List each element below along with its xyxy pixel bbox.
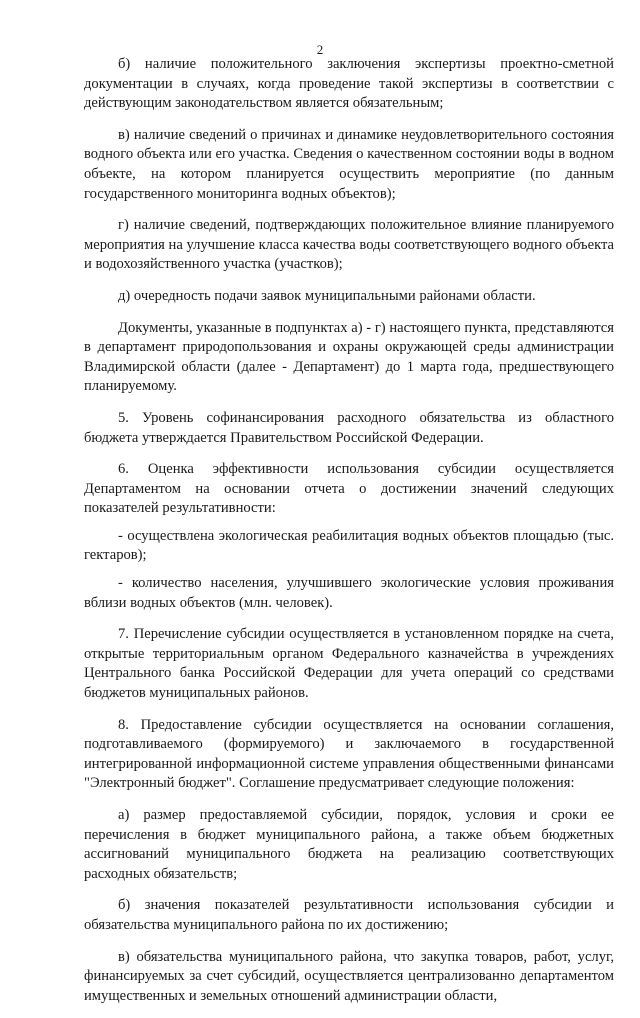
document-body: [84, 55, 614, 1018]
paragraph-5-cofinancing: 5. Уровень софинансирования расходного обязательства из областного бюджета утверждается Правительством Российской Федерации.: [84, 409, 614, 446]
paragraph-a-subsidy-amount: а) размер предоставляемой субсидии, порядок, условия и сроки ее перечисления в бюджет муниципального района, а также объем бюджетных ассигнований муниципального бюджета на реализацию соответствующих расходных обязательств;: [84, 807, 614, 882]
paragraph-v-procurement: в) обязательства муниципального района, что закупка товаров, работ, услуг, финансируемых за счет субсидий, осуществляется централизованно департаментом имущественных и земельных отношений администрации области,: [84, 948, 614, 1004]
paragraph-d-application-order: д) очередность подачи заявок муниципальными районами области.: [118, 287, 536, 304]
paragraph-6-efficiency: 6. Оценка эффективности использования субсидии осуществляется Департаментом на основании отчета о достижении значений следующих показателей результативности:: [84, 461, 614, 517]
paragraph-indicator-area: - осуществлена экологическая реабилитация водных объектов площадью (тыс. гектаров);: [84, 527, 614, 564]
paragraph-g-water-quality: г) наличие сведений, подтверждающих положительное влияние планируемого мероприятия на улучшение класса качества воды соответствующего водного объекта и водохозяйственного участка (участков);: [84, 217, 614, 273]
paragraph-v-water-state: в) наличие сведений о причинах и динамике неудовлетворительного состояния водного объекта или его участка. Сведения о качественном состоянии воды в водном объекте, на котором планируется осуществить мероприятие (по данным государственного мониторинга водных объектов);: [84, 126, 614, 202]
paragraph-b-expertise: б) наличие положительного заключения экспертизы проектно-сметной документации в случаях, когда проведение такой экспертизы в соответствии с действующим законодательством является обязательным;: [84, 56, 614, 112]
paragraph-b-indicator-values: б) значения показателей результативности использования субсидии и обязательства муниципального района по их достижению;: [84, 897, 614, 933]
page-number: 2: [316, 42, 324, 57]
paragraph-documents-submission: Документы, указанные в подпунктах а) - г) настоящего пункта, представляются в департамент природопользования и охраны окружающей среды администрации Владимирской области (далее - Департамент) до 1 марта года, предшествующего планируемому.: [84, 319, 614, 395]
paragraph-7-transfer: 7. Перечисление субсидии осуществляется в установленном порядке на счета, открытые территориальным органом Федерального казначейства в учреждениях Центрального банка Российской Федерации для учета операций со средствами бюджетов муниципальных районов.: [84, 626, 614, 702]
paragraph-8-agreement: 8. Предоставление субсидии осуществляется на основании соглашения, подготавливаемого (формируемого) и заключаемого в государственной интегрированной информационной системе управления общественными финансами "Электронный бюджет". Соглашение предусматривает следующие положения:: [84, 716, 614, 792]
paragraph-indicator-population: - количество населения, улучшившего экологические условия проживания вблизи водных объектов (млн. человек).: [84, 575, 614, 611]
